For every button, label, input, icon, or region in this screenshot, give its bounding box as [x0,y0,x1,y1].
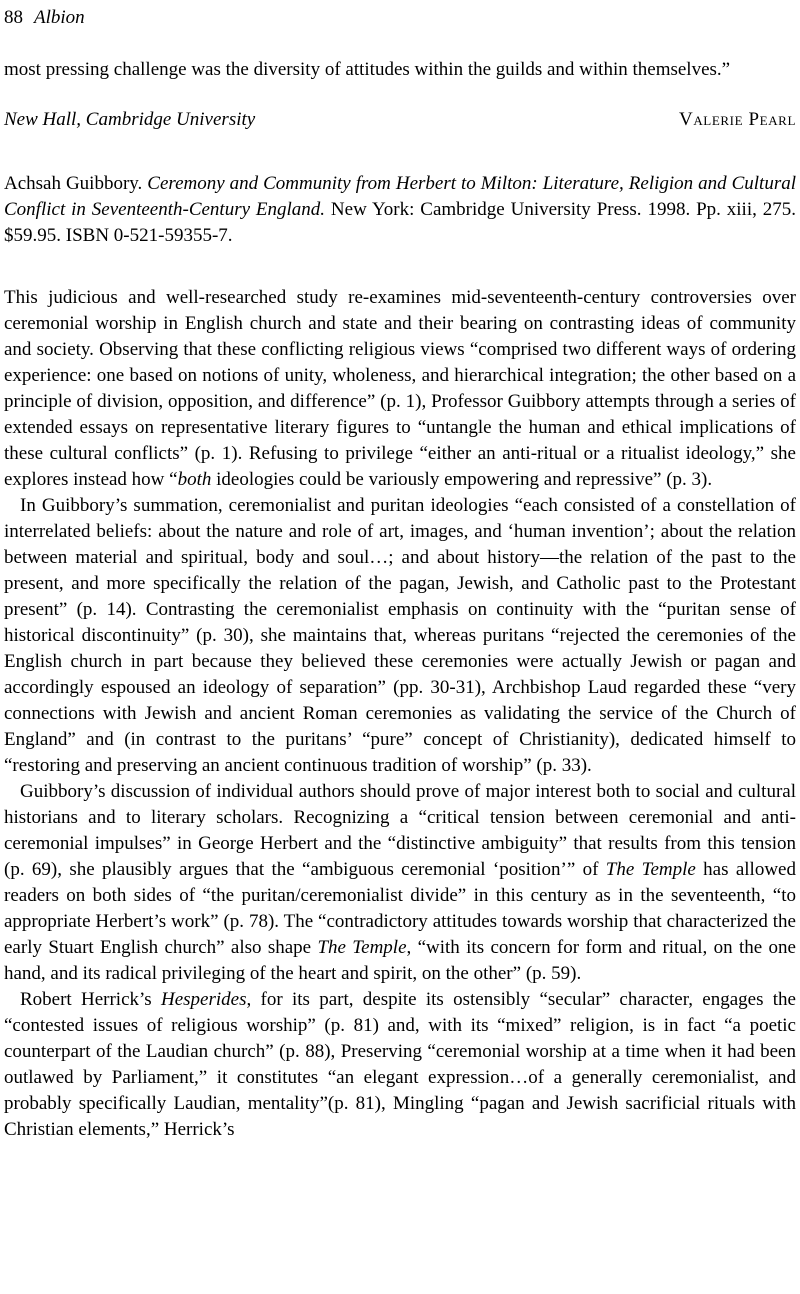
book-citation: Achsah Guibbory. Ceremony and Community from Herbert to Milton: Literature, Religion and Cultural Conflict in Seventeenth-Century England. New York: Cambridge University Press. 1998. Pp. xiii, 275. $59.95. ISBN 0-521-59355-7. [4,173,797,246]
running-head [4,5,796,31]
review-paragraph-4: Robert Herrick’s Hesperides, for its part, despite its ostensibly “secular” character, engages the “contested issues of religious worship” (p. 81) and, with its “mixed” religion, is in fact “a poetic counterpart of the Laudian church” (p. 88), Preserving “ceremonial worship at a time when it had been outlawed by Parliament,” it constitutes “an elegant expression…of a generally ceremonialist, and probably specifically Laudian, mentality”(p. 81), Mingling “pagan and Jewish sacrificial rituals with Christian elements,” Herrick’s [4,989,796,1140]
page-number: 88 [4,7,23,28]
review-paragraph-1: This judicious and well-researched study re-examines mid-seventeenth-century controversies over ceremonial worship in English church and state and their bearing on contrasting ideas of community and society. Observing that these conflicting religious views “comprised two different ways of ordering experience: one based on notions of unity, wholeness, and hierarchical integration; the other based on a principle of division, opposition, and difference” (p. 1), Professor Guibbory attempts through a series of extended essays on representative literary figures to “untangle the human and ethical implications of these cultural conflicts” (p. 1). Refusing to privilege “either an anti-ritual or a ritualist ideology,” she explores instead how “both ideologies could be variously empowering and repressive” (p. 3). [4,287,796,490]
review-paragraph-3: Guibbory’s discussion of individual authors should prove of major interest both to social and cultural historians and to literary scholars. Recognizing a “critical tension between ceremonial and anti-ceremonial impulses” in George Herbert and the “distinctive ambiguity” that results from this tension (p. 69), she plausibly argues that the “ambiguous ceremonial ‘position’” of The Temple has allowed readers on both sides of “the puritan/ceremonialist divide” in this century as in the seventeenth, “to appropriate Herbert’s work” (p. 78). The “contradictory attitudes towards worship that characterized the early Stuart English church” also shape The Temple, “with its concern for form and ritual, on the one hand, and its radical privileging of the heart and spirit, on the other” (p. 59). [4,781,796,984]
review-body [4,285,796,1143]
review-paragraph-2: In Guibbory’s summation, ceremonialist and puritan ideologies “each consisted of a constellation of interrelated beliefs: about the nature and role of art, images, and ‘human invention’; about the relation between material and spiritual, body and soul…; and about history—the relation of the past to the present, and more specifically the relation of the pagan, Jewish, and Catholic past to the Protestant present” (p. 14). Contrasting the ceremonialist emphasis on continuity with the “puritan sense of historical discontinuity” (p. 30), she maintains that, whereas puritans “rejected the ceremonies of the English church in part because they believed these ceremonies were actually Jewish or pagan and accordingly espoused an ideology of separation” (pp. 30-31), Archbishop Laud regarded these “very connections with Jewish and ancient Roman ceremonies as validating the service of the Church of England” and (in contrast to the puritans’ “pure” concept of Christianity), dedicated himself to “restoring and preserving an ancient continuous tradition of worship” (p. 33). [4,495,796,776]
reviewer-affiliation: New Hall, Cambridge University [4,109,256,130]
reviewer-name: Valerie Pearl [679,109,796,130]
journal-title: Albion [34,7,85,28]
reviewer-signature-row [4,107,796,133]
previous-review-closing-paragraph: most pressing challenge was the diversity of attitudes within the guilds and within themselves.” [4,59,731,80]
